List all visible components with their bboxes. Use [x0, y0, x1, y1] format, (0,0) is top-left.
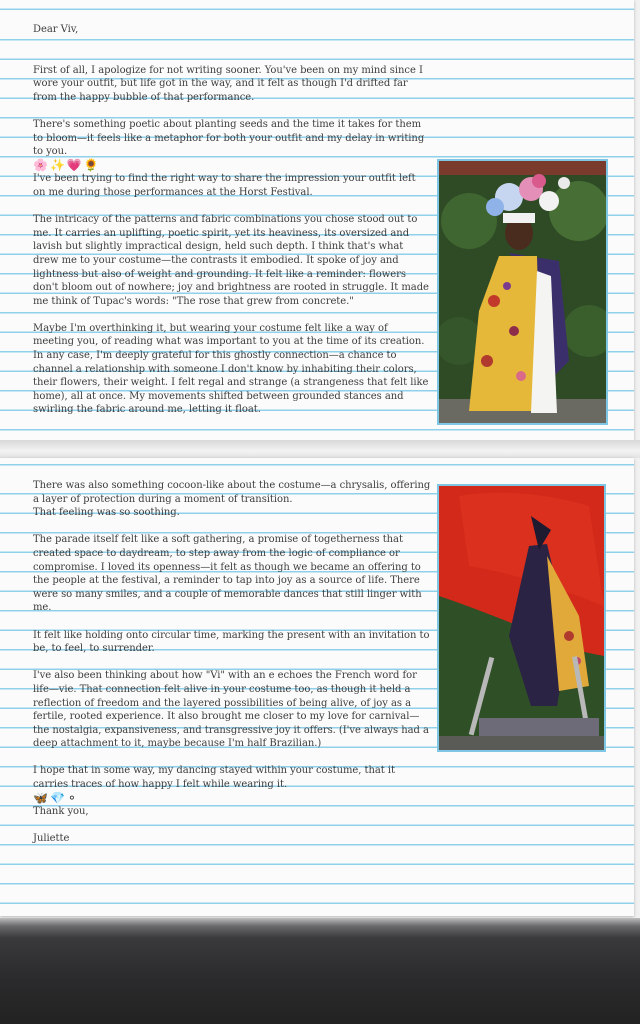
- paragraph: I've also been thinking about how "Vi" with an e echoes the French word for life—vie. That connection felt alive in your costume too, as though it held a reflection of freedom and the layered possibilities of being alive, of joy as a fertile, rooted experience. It also brought me closer to my love for carnival—the nostalgia, expansiveness, and transgressive joy it offers. (I've always had a deep attachment to it, maybe because I'm half Brazilian.): [33, 670, 429, 750]
- signature: Juliette: [33, 833, 70, 845]
- scanner-edge: [0, 918, 640, 1024]
- letter-page-bottom: [0, 458, 634, 916]
- paragraph: That feeling was so soothing.: [33, 507, 180, 519]
- letter-text-bottom: [33, 479, 431, 846]
- letter-text-top: [33, 23, 431, 417]
- paragraph: It felt like holding onto circular time, marking the present with an invitation to be, to feel, to surrender.: [33, 629, 430, 655]
- paragraph: There was also something cocoon-like about the costume—a chrysalis, offering a layer of protection during a moment of transition.: [33, 480, 431, 505]
- paragraph: First of all, I apologize for not writing sooner. You've been on my mind since I wore your outfit, but life got in the way, and it felt as though I'd drifted far from the happy bubble of that performance.: [33, 64, 423, 103]
- page-gutter: [0, 440, 640, 458]
- paragraph: The intricacy of the patterns and fabric combinations you chose stood out to me. It carries an uplifting, poetic spirit, yet its heaviness, its oversized and lavish but slightly impractical design, held such depth. I think that's what drew me to your costume—the contrasts it embodied. It spoke of joy and lightness but also of weight and grounding. It felt like a reminder: flowers don't bloom out of nowhere; joy and brightness are rooted in struggle. It made me think of Tupac's words: "The rose that grew from concrete.": [33, 214, 429, 307]
- closing: Thank you,: [33, 806, 89, 818]
- performer-floral-costume-photo: [437, 159, 608, 425]
- paragraph: The parade itself felt like a soft gathering, a promise of togetherness that created space to daydream, to step away from the logic of compliance or compromise. I loved its openness—it felt as though we became an offering to the people at the festival, a reminder to tap into joy as a source of life. There were so many smiles, and a couple of memorable dances that still linger with me.: [33, 534, 422, 614]
- paragraph: Maybe I'm overthinking it, but wearing your costume felt like a way of meeting you, of reading what was important to you at the time of its creation. In any case, I'm deeply grateful for this ghostly connection—a chance to channel a relationship with someone I don't know by inhabiting their colors, their flowers, their weight. I felt regal and strange (a strangeness that felt like home), all at once. My movements shifted between grounded stances and swirling the fabric around me, letting it float.: [33, 322, 429, 416]
- paragraph: There's something poetic about planting seeds and the time it takes for them to bloom—it feels like a metaphor for both your outfit and my delay in writing to you.: [33, 118, 425, 158]
- paragraph: I've been trying to find the right way to share the impression your outfit left on me during those performances at the Horst Festival.: [33, 173, 416, 198]
- flower-sparkle-heart-emoji-row: 🌸✨💗🌻: [33, 157, 101, 172]
- paragraph: I hope that in some way, my dancing stayed within your costume, that it carries traces of how happy I felt while wearing it.: [33, 765, 396, 791]
- butterfly-gem-emoji-row: 🦋💎⚬: [33, 790, 79, 805]
- salutation: Dear Viv,: [33, 24, 79, 35]
- letter-page-top: [0, 0, 634, 440]
- performer-red-fabric-photo: [437, 484, 606, 752]
